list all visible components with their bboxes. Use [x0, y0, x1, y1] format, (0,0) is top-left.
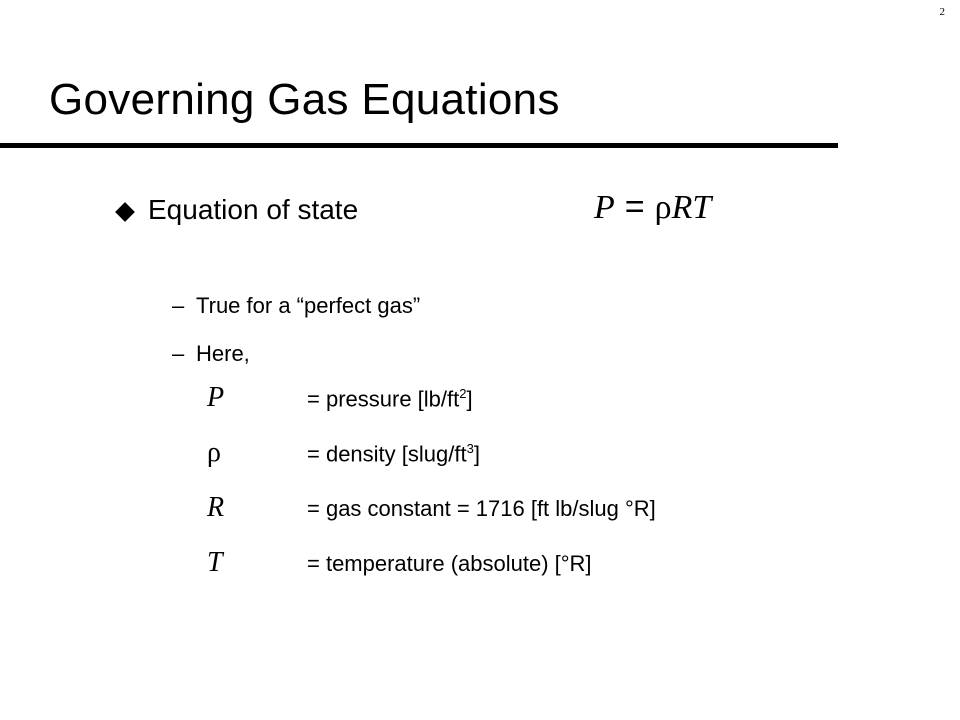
definition-symbol: ρ — [207, 437, 221, 468]
definition-row-pressure — [207, 382, 656, 437]
subpoint-dash: – — [172, 293, 185, 318]
bullet-text: Equation of state — [148, 194, 359, 225]
definition-symbol: R — [207, 492, 225, 523]
subpoint-text: Here, — [196, 341, 250, 366]
diamond-bullet-icon — [115, 202, 135, 222]
definition-symbol: T — [207, 547, 223, 578]
slide-title: Governing Gas Equations — [49, 75, 560, 124]
bullet-equation-of-state — [118, 190, 358, 230]
definition-symbol: P — [207, 382, 225, 413]
subpoint-here — [172, 341, 250, 367]
definition-row-density — [207, 437, 656, 492]
definition-text: = gas constant = 1716 [ft lb/slug °R] — [307, 496, 656, 521]
equation-rhs: RT — [671, 189, 712, 226]
equation-rho: ρ — [654, 189, 672, 226]
subpoint-text: True for a “perfect gas” — [196, 293, 421, 318]
subpoint-perfect-gas — [172, 293, 420, 319]
equation-lhs: P — [594, 189, 615, 226]
equation-of-state-formula — [594, 188, 711, 227]
equation-equals: = — [624, 188, 645, 226]
definition-text: = temperature (absolute) [°R] — [307, 551, 592, 576]
definition-text: = density $[slug/ft^3]$ — [307, 440, 480, 466]
title-underline — [0, 143, 838, 148]
definition-text: = pressure $[lb/ft^2]$ — [307, 385, 473, 411]
subpoint-dash: – — [172, 341, 185, 366]
definition-row-temperature — [207, 547, 656, 602]
page-number: 2 — [939, 6, 945, 18]
definition-row-gas-constant — [207, 492, 656, 547]
variable-definitions — [207, 382, 656, 602]
